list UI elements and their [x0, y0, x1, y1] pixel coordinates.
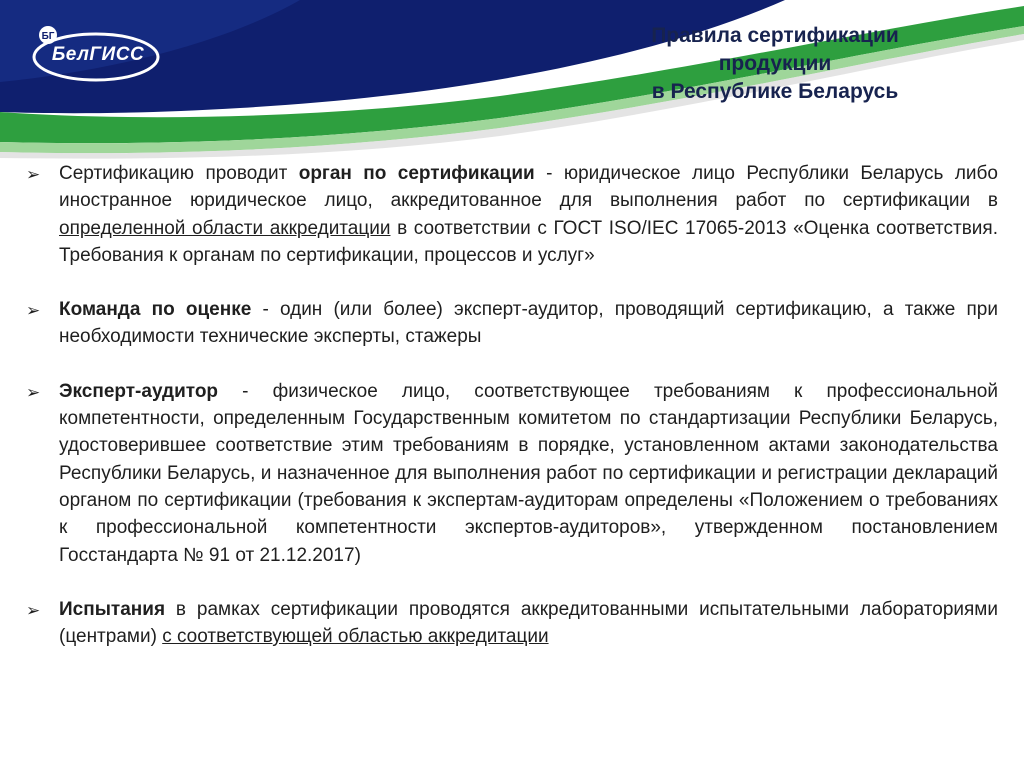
bullet-text: Сертификацию проводит — [59, 163, 299, 184]
bullet-item — [26, 296, 998, 351]
arrow-bullet-icon: ➢ — [26, 382, 41, 402]
logo-text: БелГИСС — [51, 44, 145, 65]
bullet-term: орган по сертификации — [298, 163, 535, 184]
bullet-item — [26, 378, 998, 569]
bullet-text: в рамках сертификации проводятся аккредитованными испытательными лабораториями (центрами) — [59, 598, 998, 648]
title-line-2: продукции — [718, 52, 832, 75]
bullet-item — [26, 596, 998, 651]
belgiss-logo — [24, 24, 162, 86]
bullet-list — [26, 160, 998, 650]
bullet-term: Эксперт-аудитор — [59, 380, 219, 402]
bullet-text: в соответствии с ГОСТ ISO/IEC 17065-2013 «Оценка соответствия. Требования к органам по сертификации, процессов и услуг» — [59, 217, 998, 266]
bullet-item — [26, 160, 998, 269]
page-title — [560, 22, 990, 106]
bullet-term: Команда по оценке — [59, 299, 252, 321]
bullet-text: - физическое лицо, соответствующее требованиям к профессиональной компетентности, определенным Государственным комитетом по стандартизации Республики Беларусь, удостоверившее соответствие этим требованиям в порядке, установленном актами законодательства Республики Беларусь, и назначенное для выполнения работ по сертификации и регистрации деклараций органом по сертификации (требования к экспертам-аудиторам определены «Положением о требованиях к профессиональной компетентности экспертов-аудиторов», утвержденном постановлением Госстандарта № 91 от 21.12.2017) — [59, 380, 998, 566]
bullet-term: Испытания — [59, 598, 166, 620]
logo-badge-text: БГ — [41, 31, 55, 42]
title-line-1: Правила сертификации — [651, 24, 899, 47]
arrow-bullet-icon: ➢ — [26, 165, 41, 184]
bullet-text: - один (или более) эксперт-аудитор, проводящий сертификацию, а также при необходимости технические эксперты, стажеры — [59, 299, 998, 348]
arrow-bullet-icon: ➢ — [26, 301, 41, 321]
arrow-bullet-icon: ➢ — [26, 600, 41, 620]
bullet-text: - юридическое лицо Республики Беларусь либо иностранное юридическое лицо, аккредитованное для выполнения работ по сертификации в — [59, 163, 998, 212]
title-line-3: в Республике Беларусь — [651, 80, 899, 103]
bullet-underlined-text: определенной области аккредитации — [59, 217, 391, 239]
bullet-underlined-text: с соответствующей областью аккредитации — [162, 626, 549, 648]
